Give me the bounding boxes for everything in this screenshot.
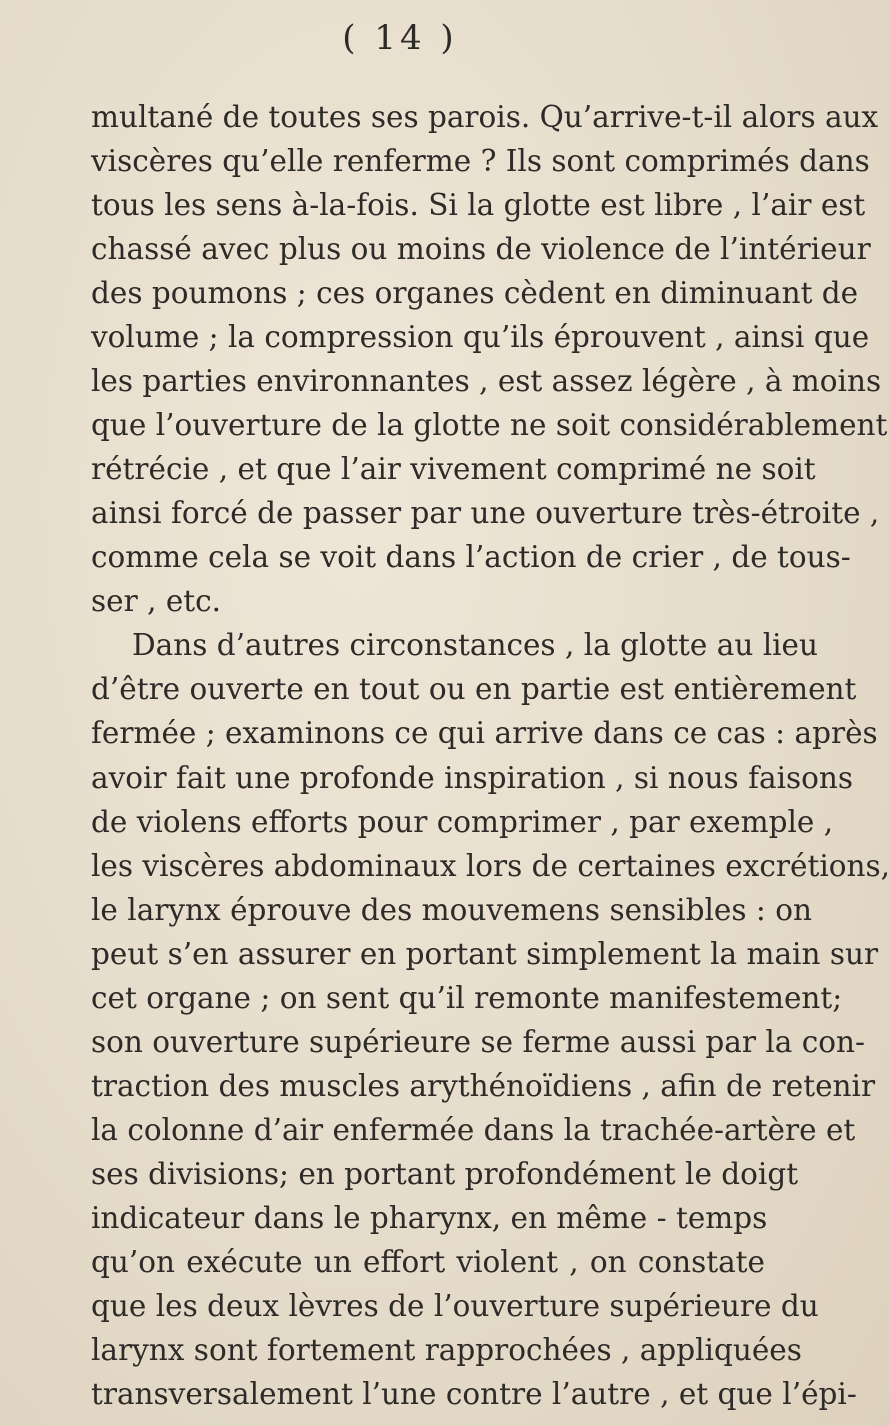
text-line: rétrécie , et que l’air vivement comprimé ne soit bbox=[91, 452, 816, 486]
text-line: que l’ouverture de la glotte ne soit considérablement bbox=[91, 408, 888, 442]
text-line: ses divisions; en portant profondément le doigt bbox=[91, 1157, 799, 1191]
text-line: de violens efforts pour comprimer , par exemple , bbox=[91, 805, 834, 839]
text-line: volume ; la compression qu’ils éprouvent , ainsi que bbox=[91, 320, 870, 354]
text-line: peut s’en assurer en portant simplement la main sur bbox=[91, 937, 879, 971]
text-line: larynx sont fortement rapprochées , appliquées bbox=[91, 1333, 802, 1367]
page-number: ( 14 ) bbox=[342, 18, 458, 58]
text-line: traction des muscles arythénoïdiens , afin de retenir bbox=[91, 1069, 876, 1103]
text-line: d’être ouverte en tout ou en partie est entièrement bbox=[91, 672, 857, 706]
text-line: indicateur dans le pharynx, en même - temps bbox=[91, 1201, 768, 1235]
text-line: ainsi forcé de passer par une ouverture très-étroite , bbox=[91, 496, 880, 530]
text-line: comme cela se voit dans l’action de crier , de tous- bbox=[91, 540, 851, 574]
text-line: le larynx éprouve des mouvemens sensibles : on bbox=[91, 893, 812, 927]
text-line: avoir fait une profonde inspiration , si nous faisons bbox=[91, 761, 854, 795]
text-line: fermée ; examinons ce qui arrive dans ce cas : après bbox=[91, 716, 878, 750]
text-line: tous les sens à-la-fois. Si la glotte est libre , l’air est bbox=[91, 188, 866, 222]
text-line: qu’on exécute un effort violent , on constate bbox=[91, 1245, 765, 1279]
text-line: multané de toutes ses parois. Qu’arrive-t-il alors aux bbox=[91, 100, 879, 134]
text-line: que les deux lèvres de l’ouverture supérieure du bbox=[91, 1289, 819, 1323]
text-line: viscères qu’elle renferme ? Ils sont comprimés dans bbox=[91, 144, 870, 178]
text-line: des poumons ; ces organes cèdent en diminuant de bbox=[91, 276, 859, 310]
text-line: chassé avec plus ou moins de violence de l’intérieur bbox=[91, 232, 871, 266]
text-line: cet organe ; on sent qu’il remonte manifestement; bbox=[91, 981, 843, 1015]
text-line: son ouverture supérieure se ferme aussi par la con- bbox=[91, 1025, 866, 1059]
text-line: les viscères abdominaux lors de certaines excrétions, bbox=[91, 849, 890, 883]
text-line: Dans d’autres circonstances , la glotte au lieu bbox=[132, 628, 819, 662]
text-line: les parties environnantes , est assez légère , à moins bbox=[91, 364, 882, 398]
text-line: transversalement l’une contre l’autre , et que l’épi- bbox=[91, 1377, 857, 1411]
text-line: ser , etc. bbox=[91, 584, 222, 618]
text-line: la colonne d’air enfermée dans la trachée-artère et bbox=[91, 1113, 856, 1147]
